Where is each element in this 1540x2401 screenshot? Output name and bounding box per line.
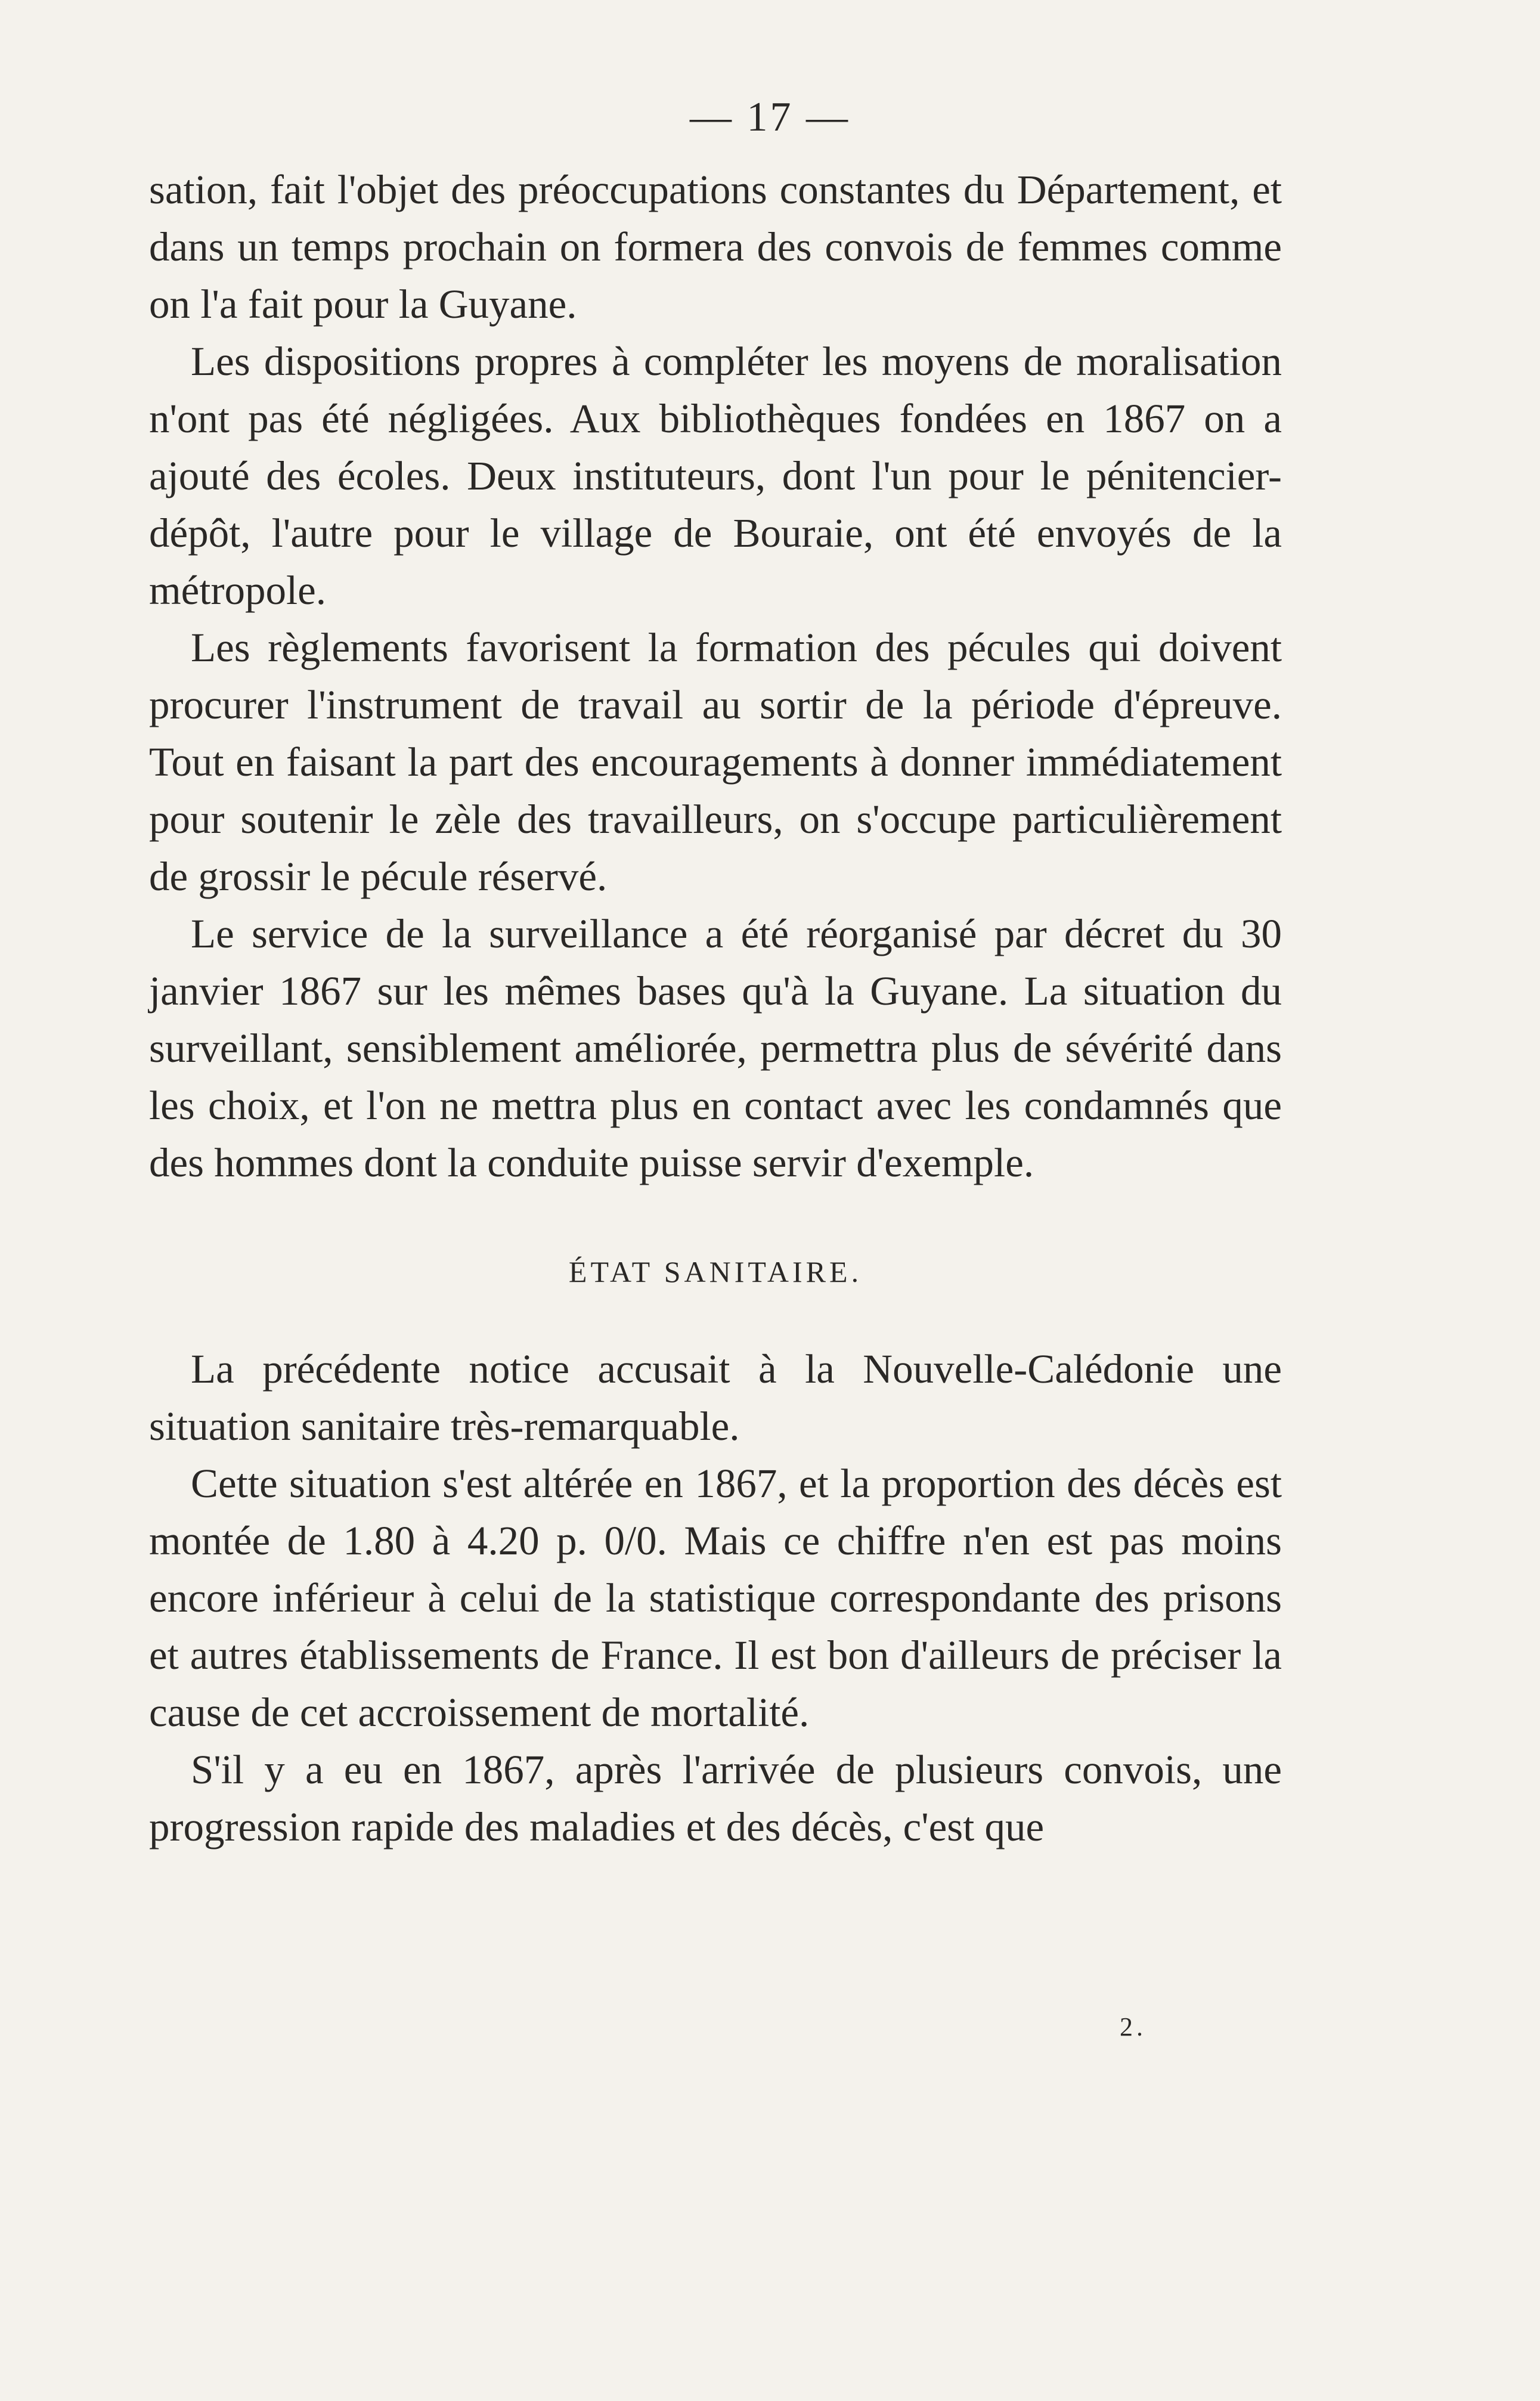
paragraph: La précédente notice accusait à la Nouvelle-Calédonie une situation sanitaire très-remarquable. xyxy=(149,1346,1282,1449)
page-body xyxy=(149,161,1282,1855)
paragraph: S'il y a eu en 1867, après l'arrivée de plusieurs convois, une progression rapide des maladies et des décès, c'est que xyxy=(149,1747,1282,1849)
paragraph: Le service de la surveillance a été réorganisé par décret du 30 janvier 1867 sur les mêmes bases qu'à la Guyane. La situation du surveillant, sensiblement améliorée, permettra plus de sévérité dans les choix, et l'on ne mettra plus en contact avec les condamnés que des hommes dont la conduite puisse servir d'exemple. xyxy=(149,911,1282,1185)
page-number: — 17 — xyxy=(690,94,850,140)
section-heading: ÉTAT SANITAIRE. xyxy=(568,1255,863,1288)
signature-mark: 2. xyxy=(1120,2012,1147,2041)
paragraph: Les règlements favorisent la formation des pécules qui doivent procurer l'instrument de travail au sortir de la période d'épreuve. Tout en faisant la part des encouragements à donner immédiatement pour soutenir le zèle des travailleurs, on s'occupe particulièrement de grossir le pécule réservé. xyxy=(149,625,1282,899)
paragraph: Les dispositions propres à compléter les moyens de moralisation n'ont pas été négligées. Aux bibliothèques fondées en 1867 on a ajouté des écoles. Deux instituteurs, dont l'un pour le pénitencier-dépôt, l'autre pour le village de Bouraie, ont été envoyés de la métropole. xyxy=(149,339,1282,613)
paragraph-continued: sation, fait l'objet des préoccupations constantes du Département, et dans un temps prochain on formera des convois de femmes comme on l'a fait pour la Guyane. xyxy=(149,167,1282,327)
paragraph: Cette situation s'est altérée en 1867, et la proportion des décès est montée de 1.80 à 4.20 p. 0/0. Mais ce chiffre n'en est pas moins encore inférieur à celui de la statistique correspondante des prisons et autres établissements de France. Il est bon d'ailleurs de préciser la cause de cet accroissement de mortalité. xyxy=(149,1461,1282,1735)
